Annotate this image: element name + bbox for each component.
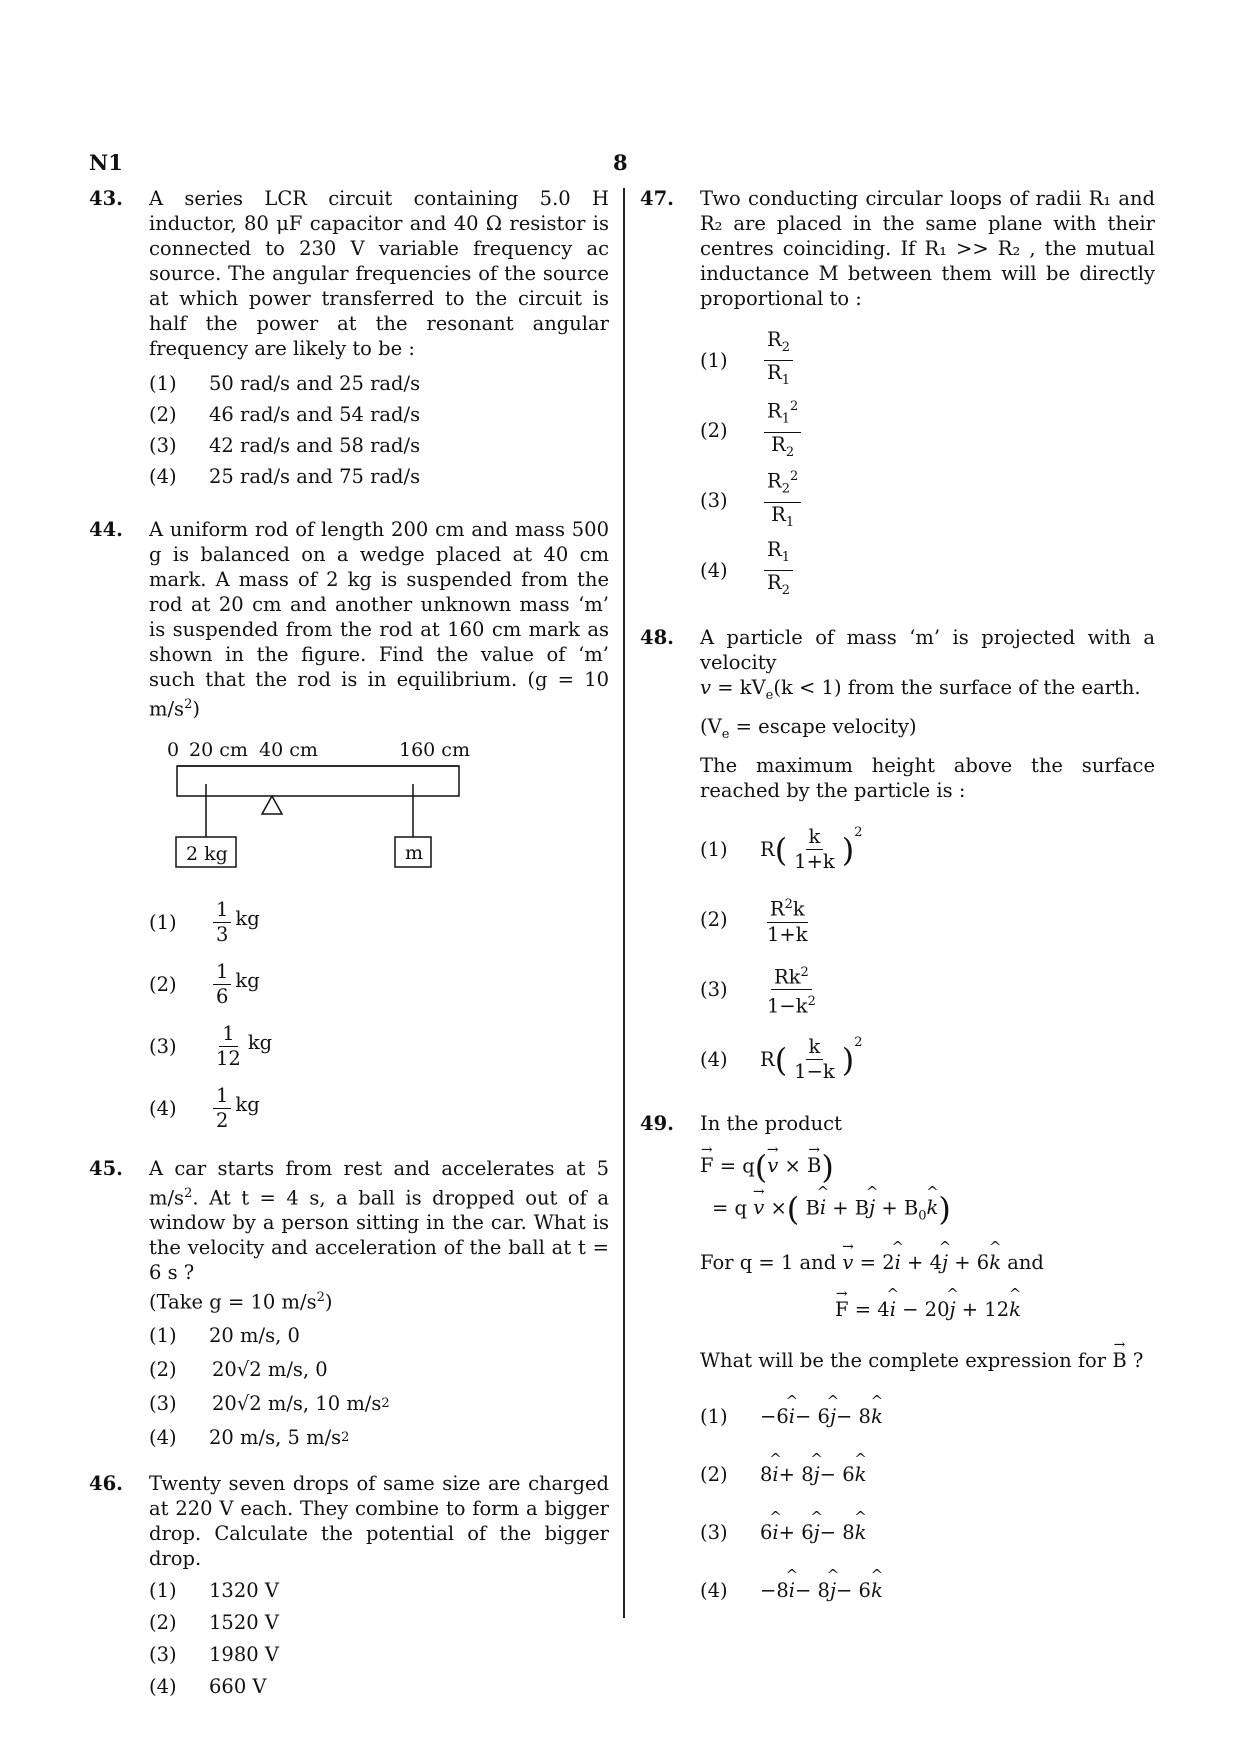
mass-m-label: m xyxy=(405,841,424,864)
label-20cm: 20 cm xyxy=(189,738,248,761)
question-text: A series LCR circuit containing 5.0 H inductor, 80 μF capacitor and 40 Ω resistor is connected to 230 V variable frequency ac source. The angular frequencies of the source at which power transferred to the circuit is half the power at the resonant angular frequency are likely to be : xyxy=(149,187,609,360)
mass-2kg-label: 2 kg xyxy=(186,842,228,865)
rod-figure xyxy=(159,732,609,882)
option-2[interactable]: (2) 20√2 m/s, 0 xyxy=(149,1358,328,1381)
option-2[interactable]: (2) $\frac{R_1^2}{R_2}$ xyxy=(700,395,1155,465)
question-number: 44. xyxy=(89,518,123,541)
option-1[interactable]: (1) 20 m/s, 0 xyxy=(149,1324,300,1347)
question-text: A particle of mass ‘m’ is projected with a velocity $v = kV_e(k < 1)$ from the surface of the earth. xyxy=(700,626,1155,703)
equation-force-expanded: = q → v ×( B^ i + B^ $j + B_0\^{}$ k) xyxy=(700,1194,1155,1228)
option-2[interactable]: (2) $\frac{R^2k}{1+k}$ xyxy=(700,885,1155,955)
question-text: A car starts from rest and accelerates at 5 $m/s^2$. At t = 4 s, a ball is dropped out of a window by a person sitting in the car. What is the velocity and acceleration of the ball at t = 6 s ? (Take g = 10 $m/s^2$) xyxy=(149,1156,609,1314)
option-4[interactable]: (4) 20 m/s, 5 m/s 2 xyxy=(149,1426,350,1449)
option-3[interactable]: (3) 6 ^ i + 6 ^ j − 8 ^ k xyxy=(700,1503,1155,1561)
page-number: 8 xyxy=(613,150,628,175)
label-160cm: 160 cm xyxy=(399,738,470,761)
option-4[interactable]: (4) $\frac{R_1}{R_2}$ xyxy=(700,535,1155,605)
question-number: 45. xyxy=(89,1156,123,1180)
option-1[interactable]: (1) 1320 V xyxy=(149,1579,279,1602)
paper-code: N1 xyxy=(89,150,123,175)
question-text: Twenty seven drops of same size are charged at 220 V each. They combine to form a bigger drop. Calculate the potential of the bigger drop. xyxy=(149,1471,609,1570)
question-47 xyxy=(640,186,1155,605)
option-3[interactable]: (3) $\frac{1}{12}$ kg xyxy=(149,1022,273,1070)
question-number: 46. xyxy=(89,1471,123,1495)
question-43 xyxy=(89,186,609,491)
escape-velocity-note: ($V_e$ = escape velocity) xyxy=(700,714,917,742)
given-force: → F = 4^ i − 20^ j + 12^ k xyxy=(700,1297,1155,1322)
question-text: Two conducting circular loops of radii R₁ and R₂ are placed in the same plane with their centres coinciding. If R₁ >> R₂ , the mutual inductance M between them will be directly proportional to : xyxy=(700,187,1155,310)
left-column xyxy=(89,186,609,1703)
given-values: For q = 1 and → v = 2^ i + 4^ j + 6^ k and xyxy=(700,1250,1155,1275)
option-4[interactable]: (4) $\frac{1}{2}$ kg xyxy=(149,1084,260,1132)
question-number: 47. xyxy=(640,187,674,210)
option-1[interactable]: (1) −6 ^ i − 6 ^ j − 8 ^ k xyxy=(700,1387,1155,1445)
question-44 xyxy=(89,517,609,1140)
question-number: 49. xyxy=(640,1111,674,1135)
question-49 xyxy=(640,1111,1155,1619)
question-text: A uniform rod of length 200 cm and mass 500 g is balanced on a wedge placed at 40 cm mark. A mass of 2 kg is suspended from the rod at 20 cm and another unknown mass ‘m’ is suspended from the rod at 160 cm mark as shown in the figure. Find the value of ‘m’ such that the rod is in equilibrium. (g = 10 $m/s^2$) xyxy=(149,518,610,721)
equation-force: → F = q(→ v × → B) xyxy=(700,1152,1155,1182)
option-3[interactable]: (3) $\frac{R_2^2}{R_1}$ xyxy=(700,465,1155,535)
question-text: In the product xyxy=(700,1111,842,1135)
option-2[interactable]: (2) 46 rad/s and 54 rad/s xyxy=(149,403,421,426)
label-0: 0 xyxy=(167,738,180,761)
option-1[interactable]: (1) 50 rad/s and 25 rad/s xyxy=(149,372,421,395)
option-4[interactable]: (4) R ( $\frac{k}{1-k}$ ) $^2$ xyxy=(700,1035,863,1084)
question-ask: What will be the complete expression for → B ? xyxy=(700,1348,1155,1373)
option-3[interactable]: (3) 42 rad/s and 58 rad/s xyxy=(149,434,421,457)
option-3[interactable]: (3) $\frac{Rk^2}{1-k^2}$ xyxy=(700,955,1155,1025)
option-4[interactable]: (4) −8 ^ i − 8 ^ j − 6 ^ k xyxy=(700,1561,1155,1619)
option-2[interactable]: (2) $\frac{1}{6}$ kg xyxy=(149,960,260,1008)
question-number: 43. xyxy=(89,187,123,210)
label-40cm: 40 cm xyxy=(259,738,318,761)
option-1[interactable]: (1) $\frac{1}{3}$ kg xyxy=(149,898,260,946)
question-45 xyxy=(89,1156,609,1455)
right-column xyxy=(640,186,1155,1619)
option-2[interactable]: (2) 1520 V xyxy=(149,1611,279,1634)
question-46 xyxy=(89,1471,609,1703)
option-1[interactable]: (1) R ( $\frac{k}{1+k}$ ) $^2$ xyxy=(700,825,863,874)
option-1[interactable]: (1) $\frac{R_2}{R_1}$ xyxy=(700,325,1155,395)
option-4[interactable]: (4) 660 V xyxy=(149,1675,267,1698)
option-4[interactable]: (4) 25 rad/s and 75 rad/s xyxy=(149,465,421,488)
option-3[interactable]: (3) 20√2 m/s, 10 m/s 2 xyxy=(149,1392,390,1415)
question-number: 48. xyxy=(640,626,674,649)
option-3[interactable]: (3) 1980 V xyxy=(149,1643,279,1666)
option-2[interactable]: (2) 8 ^ i + 8 ^ j − 6 ^ k xyxy=(700,1445,1155,1503)
column-divider xyxy=(623,188,625,1618)
question-48: 48. A particle of mass ‘m’ is projected with a velocity $v = kV_e(k < 1)$ from the surface of the earth. ($V_e$ = escape velocity) The maximum height above the surface reached by the particle is : (1) R ( $\frac{k}{1+k}$ ) $^2$ (2) $\frac{R^2k}{1+k}$ (3) $\frac{Rk^2}{1-k^2}$ (4) R ( $\frac{k}{1-k}$ ) $^2$ xyxy=(640,625,1155,1095)
